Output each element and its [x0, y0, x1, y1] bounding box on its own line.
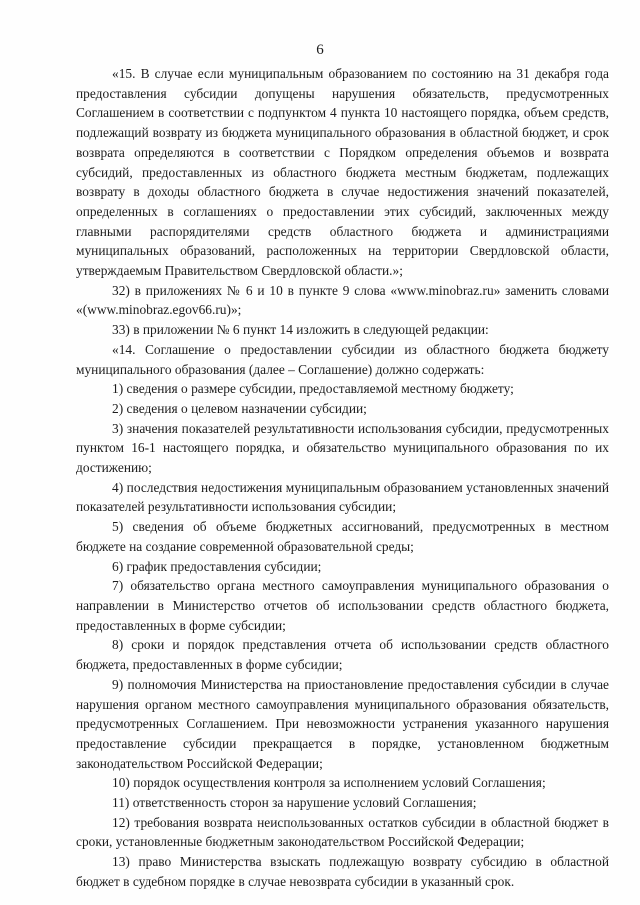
list-item-5: 5) сведения об объеме бюджетных ассигнований, предусмотренных в местном бюджете на создание современной образовательной среды; [76, 519, 609, 554]
list-item-11: 11) ответственность сторон за нарушение условий Соглашения; [112, 795, 477, 811]
paragraph-amendment-33: 33) в приложении № 6 пункт 14 изложить в следующей редакции: [112, 322, 489, 338]
list-item-1: 1) сведения о размере субсидии, предоставляемой местному бюджету; [112, 381, 514, 397]
list-item-4: 4) последствия недостижения муниципальным образованием установленных значений показателей результативности использования субсидии; [76, 479, 609, 515]
list-item-8: 8) сроки и порядок представления отчета об использовании средств областного бюджета, предоставленных в форме субсидии; [76, 637, 609, 673]
list-item-3: 3) значения показателей результативности использования субсидии, предусмотренных пунктом 16-1 настоящего порядка, и обязательство муниципального образования по их достижению; [76, 420, 609, 476]
list-item-10: 10) порядок осуществления контроля за исполнением условий Соглашения; [112, 775, 546, 791]
document-body [76, 64, 609, 892]
list-item-7: 7) обязательство органа местного самоуправления муниципального образования о направлении в Министерство отчетов об использовании средств областного бюджета, предоставленных в форме субсидии; [76, 578, 609, 633]
list-item-9: 9) полномочия Министерства на приостановление предоставления субсидии в случае нарушения органом местного самоуправления муниципального образования обязательств, предусмотренных Соглашением. При невозможности устранения указанного нарушения предоставление субсидии прекращается в порядке, установленном бюджетным законодательством Российской Федерации; [76, 676, 609, 771]
page-number: 6 [316, 42, 324, 58]
paragraph-item-15: «15. В случае если муниципальным образованием по состоянию на 31 декабря года предоставления субсидии допущены нарушения обязательств, предусмотренных Соглашением в соответствии с подпунктом 4 пункта 10 настоящего порядка, объем средств, подлежащий возврату из бюджета муниципального образования в областной бюджет, и срок возврата определяются в соответствии с Порядком определения объемов и возврата субсидий, предоставленных из областного бюджета местным бюджетам, подлежащих возврату в доходы областного бюджета в случае недостижения значений показателей, определенных в соглашениях о предоставлении этих субсидий, заключенных между главными распорядителями средств областного бюджета и администрациями муниципальных образований, расположенных на территории Свердловской области, утверждаемым Правительством Свердловской области.»; [76, 66, 609, 279]
list-item-12: 12) требования возврата неиспользованных остатков субсидии в областной бюджет в сроки, установленные бюджетным законодательством Российской Федерации; [76, 814, 609, 850]
list-item-2: 2) сведения о целевом назначении субсидии; [112, 400, 367, 416]
paragraph-item-14: «14. Соглашение о предоставлении субсидии из областного бюджета бюджету муниципального образования (далее – Соглашение) должно содержать: [76, 341, 609, 377]
paragraph-amendment-32: 32) в приложениях № 6 и 10 в пункте 9 слова «www.minobraz.ru» заменить словами «(www.minobraz.egov66.ru)»; [76, 282, 609, 318]
list-item-6: 6) график предоставления субсидии; [112, 558, 322, 574]
list-item-13: 13) право Министерства взыскать подлежащую возврату субсидию в областной бюджет в судебном порядке в случае невозврата субсидии в указанный срок. [76, 854, 609, 889]
